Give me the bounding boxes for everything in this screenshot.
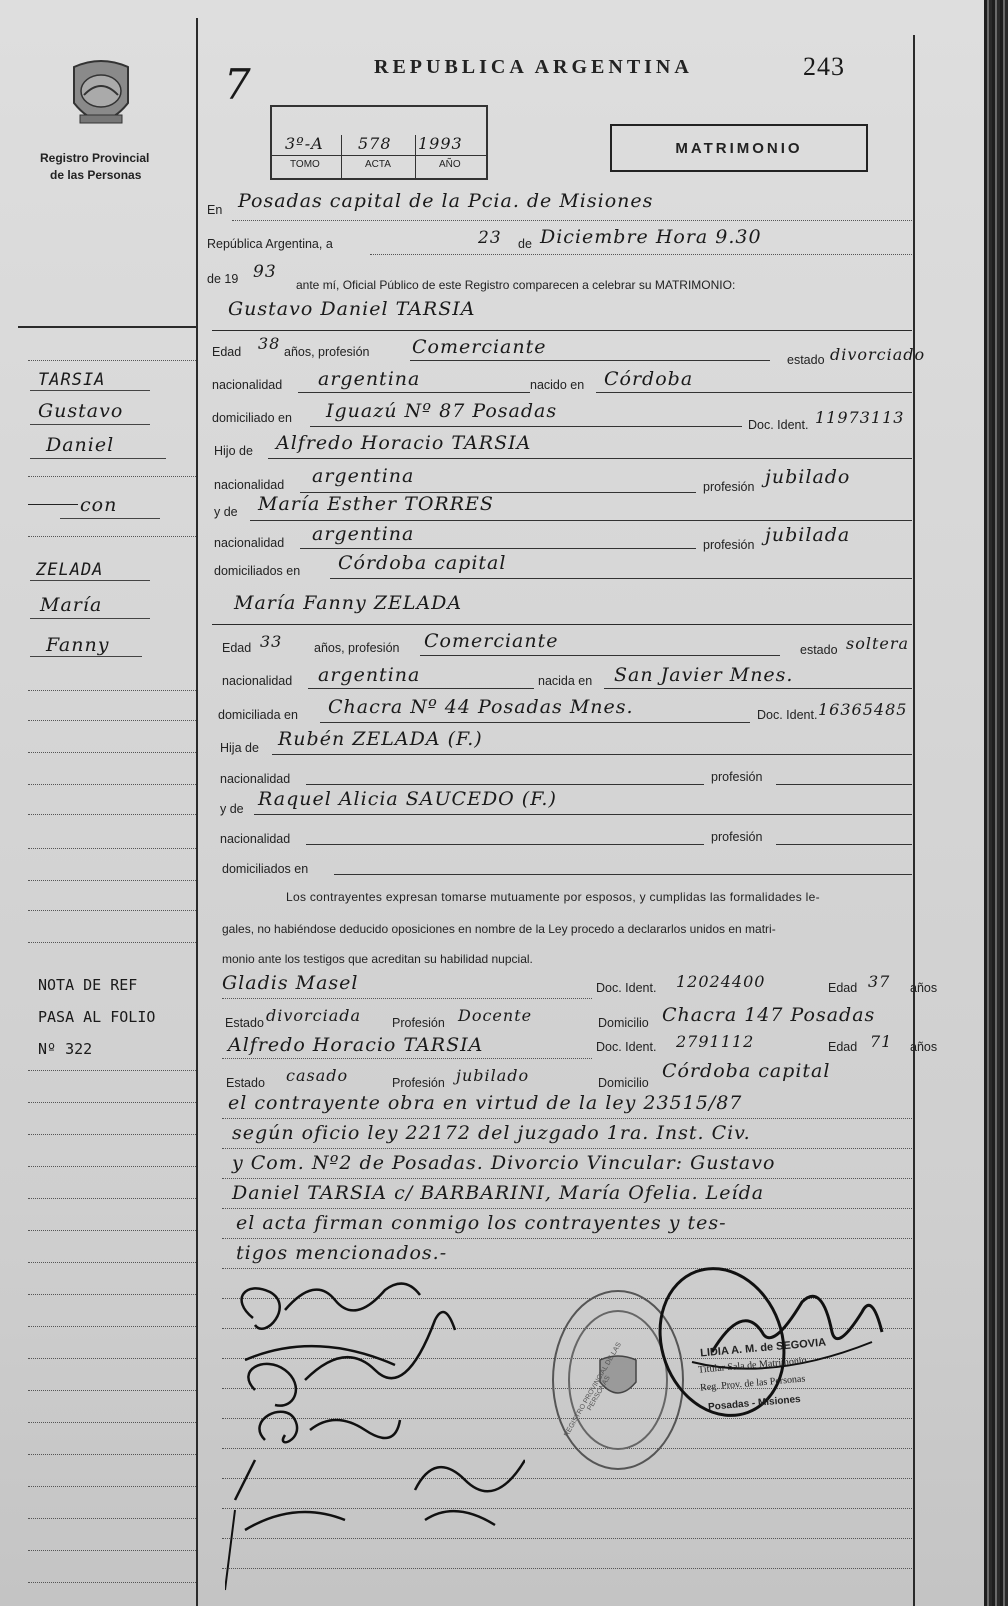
groom-domicile-label: domiciliado en [212,411,292,425]
registry-name-line2: de las Personas [50,168,142,182]
witness2-profession: jubilado [456,1066,530,1085]
groom-mother-profession: jubilada [765,524,851,546]
witness1-address: Chacra 147 Posadas [662,1004,876,1026]
note-line-1: el contrayente obra en virtud de la ley 23515/87 [228,1092,743,1114]
witness2-domicilio-label: Domicilio [598,1076,649,1090]
groom-father-nationality: argentina [312,465,415,487]
witness2-name: Alfredo Horacio TARSIA [228,1034,484,1056]
bride-age: 33 [260,632,283,651]
groom-estado-label: estado [787,353,825,367]
witness2-doc-label: Doc. Ident. [596,1040,657,1054]
declaration-line1: Los contrayentes expresan tomarse mutuamente por esposos, y cumplidas las formalidades le- [286,890,820,904]
margin-bride-surname: ZELADA [36,560,104,580]
margin-con: con [80,494,118,516]
anio-value: 1993 [418,134,463,153]
groom-father-nat-label: nacionalidad [214,478,285,492]
bride-mother-prof-label: profesión [711,830,763,844]
witness1-edad-label: Edad [828,981,858,995]
bride-nacida-label: nacida en [538,674,593,688]
official-title: Titular Sala de Matrimonio [697,1355,808,1376]
bride-doc: 16365485 [818,700,908,719]
republica-label: República Argentina, a [207,237,333,251]
bride-profesion-label: años, profesión [314,641,400,655]
signatures-handwritten [225,1270,525,1600]
binding-edge [984,0,1008,1606]
groom-birthplace: Córdoba [604,368,694,390]
witness1-profesion-label: Profesión [392,1016,445,1030]
acta-value: 578 [358,134,392,153]
bride-profession: Comerciante [424,630,559,652]
witness1-profession: Docente [458,1006,533,1025]
groom-age: 38 [258,334,281,353]
groom-mother: María Esther TORRES [258,493,494,515]
witness1-status: divorciada [266,1006,362,1025]
witness2-profesion-label: Profesión [392,1076,445,1090]
margin-mark: 7 [224,60,252,109]
bride-mother: Raquel Alicia SAUCEDO (F.) [258,788,557,810]
groom-mother-nationality: argentina [312,523,415,545]
declaration-line2: gales, no habiéndose deducido oposiciones en nombre de la Ley procedo a declararlos unidos en matri- [222,922,776,936]
month-time-value: Diciembre Hora 9.30 [540,226,762,248]
groom-father-profession: jubilado [765,466,851,488]
bride-father: Rubén ZELADA (F.) [278,728,483,750]
year-suffix: 93 [253,262,277,282]
bride-father-prof-label: profesión [711,770,763,784]
margin-groom-surname: TARSIA [38,370,106,390]
margin-note-line3: Nº 322 [38,1040,93,1058]
intro-statement: ante mí, Oficial Público de este Registro comparecen a celebrar su MATRIMONIO: [296,278,736,292]
bride-yde-label: y de [220,802,244,816]
official-city: Posadas - Misiones [707,1393,802,1414]
bride-estado-label: estado [800,643,838,657]
groom-hijo-label: Hijo de [214,444,253,458]
bride-father-nat-label: nacionalidad [220,772,291,786]
tomo-value: 3º-A [285,134,324,153]
groom-father: Alfredo Horacio TARSIA [276,432,532,454]
witness1-name: Gladis Masel [222,972,359,994]
margin-groom-first: Gustavo [38,400,124,422]
right-rule [913,35,915,1606]
bride-marital-status: soltera [846,634,910,653]
witness2-estado-label: Estado [226,1076,265,1090]
witness1-age: 37 [868,972,891,991]
seal-ring-text: REGISTRO PROVINCIAL DE LAS PERSONAS [563,1341,623,1439]
groom-address: Iguazú Nº 87 Posadas [326,400,558,422]
tomo-label: TOMO [290,159,320,170]
groom-nacido-label: nacido en [530,378,585,392]
witness1-anos-label: años [910,981,938,995]
margin-note-line2: PASA AL FOLIO [38,1008,156,1026]
groom-marital-status: divorciado [830,345,926,364]
coat-of-arms-emblem [66,55,136,137]
note-line-5: el acta firman conmigo los contrayentes y tes- [236,1212,727,1234]
groom-father-prof-label: profesión [703,480,755,494]
anio-label: AÑO [439,159,461,170]
folio-number: 243 [803,52,845,81]
groom-edad-label: Edad [212,345,242,359]
margin-bride-first: María [40,594,103,616]
note-line-3: y Com. Nº2 de Posadas. Divorcio Vincular: Gustavo [232,1152,776,1174]
groom-name: Gustavo Daniel TARSIA [228,298,476,320]
groom-nationality: argentina [318,368,421,390]
margin-rule [196,18,198,1606]
registry-name-line1: Registro Provincial [40,151,150,165]
de19-label: de 19 [207,272,239,286]
groom-doc: 11973113 [815,408,905,427]
bride-edad-label: Edad [222,641,252,655]
witness2-age: 71 [870,1032,893,1051]
bride-parents-dom-label: domiciliados en [222,862,309,876]
bride-address: Chacra Nº 44 Posadas Mnes. [328,696,634,718]
margin-top-rule [18,326,196,328]
country-title: REPUBLICA ARGENTINA [374,56,693,78]
witness2-edad-label: Edad [828,1040,858,1054]
witness2-address: Córdoba capital [662,1060,831,1082]
witness1-estado-label: Estado [225,1016,264,1030]
witness1-doc-label: Doc. Ident. [596,981,657,995]
day-value: 23 [478,228,502,248]
act-type-box: MATRIMONIO [610,124,868,172]
note-line-2: según oficio ley 22172 del juzgado 1ra. Inst. Civ. [232,1122,751,1144]
de-label: de [518,237,532,251]
official-registry: Reg. Prov. de las Personas [699,1373,806,1394]
groom-profession: Comerciante [412,336,547,358]
bride-domicile-label: domiciliada en [218,708,298,722]
en-label: En [207,203,223,217]
groom-doc-label: Doc. Ident. [748,418,809,432]
bride-hija-label: Hija de [220,741,259,755]
groom-mother-nat-label: nacionalidad [214,536,285,550]
place-value: Posadas capital de la Pcia. de Misiones [238,190,654,212]
bride-name: María Fanny ZELADA [234,592,463,614]
bride-doc-label: Doc. Ident. [757,708,818,722]
margin-groom-middle: Daniel [46,434,115,456]
groom-nationality-label: nacionalidad [212,378,283,392]
groom-parents-address: Córdoba capital [338,552,507,574]
official-name: LIDIA A. M. de SEGOVIA [699,1336,827,1360]
bride-nationality-label: nacionalidad [222,674,293,688]
witness1-domicilio-label: Domicilio [598,1016,649,1030]
acta-label: ACTA [365,159,391,170]
groom-profesion-label: años, profesión [284,345,370,359]
bride-nationality: argentina [318,664,421,686]
witness2-anos-label: años [910,1040,938,1054]
margin-bride-middle: Fanny [46,634,110,656]
witness1-doc: 12024400 [676,972,766,991]
declaration-line3: monio ante los testigos que acreditan su habilidad nupcial. [222,952,533,966]
margin-note-line1: NOTA DE REF [38,976,138,994]
note-line-6: tigos mencionados.- [236,1242,448,1264]
groom-yde-label: y de [214,505,238,519]
witness2-doc: 2791112 [676,1032,755,1051]
groom-mother-prof-label: profesión [703,538,755,552]
bride-birthplace: San Javier Mnes. [614,664,794,686]
bride-mother-nat-label: nacionalidad [220,832,291,846]
witness2-status: casado [286,1066,349,1085]
note-line-4: Daniel TARSIA c/ BARBARINI, María Ofelia. Leída [232,1182,765,1204]
groom-parents-dom-label: domiciliados en [214,564,301,578]
